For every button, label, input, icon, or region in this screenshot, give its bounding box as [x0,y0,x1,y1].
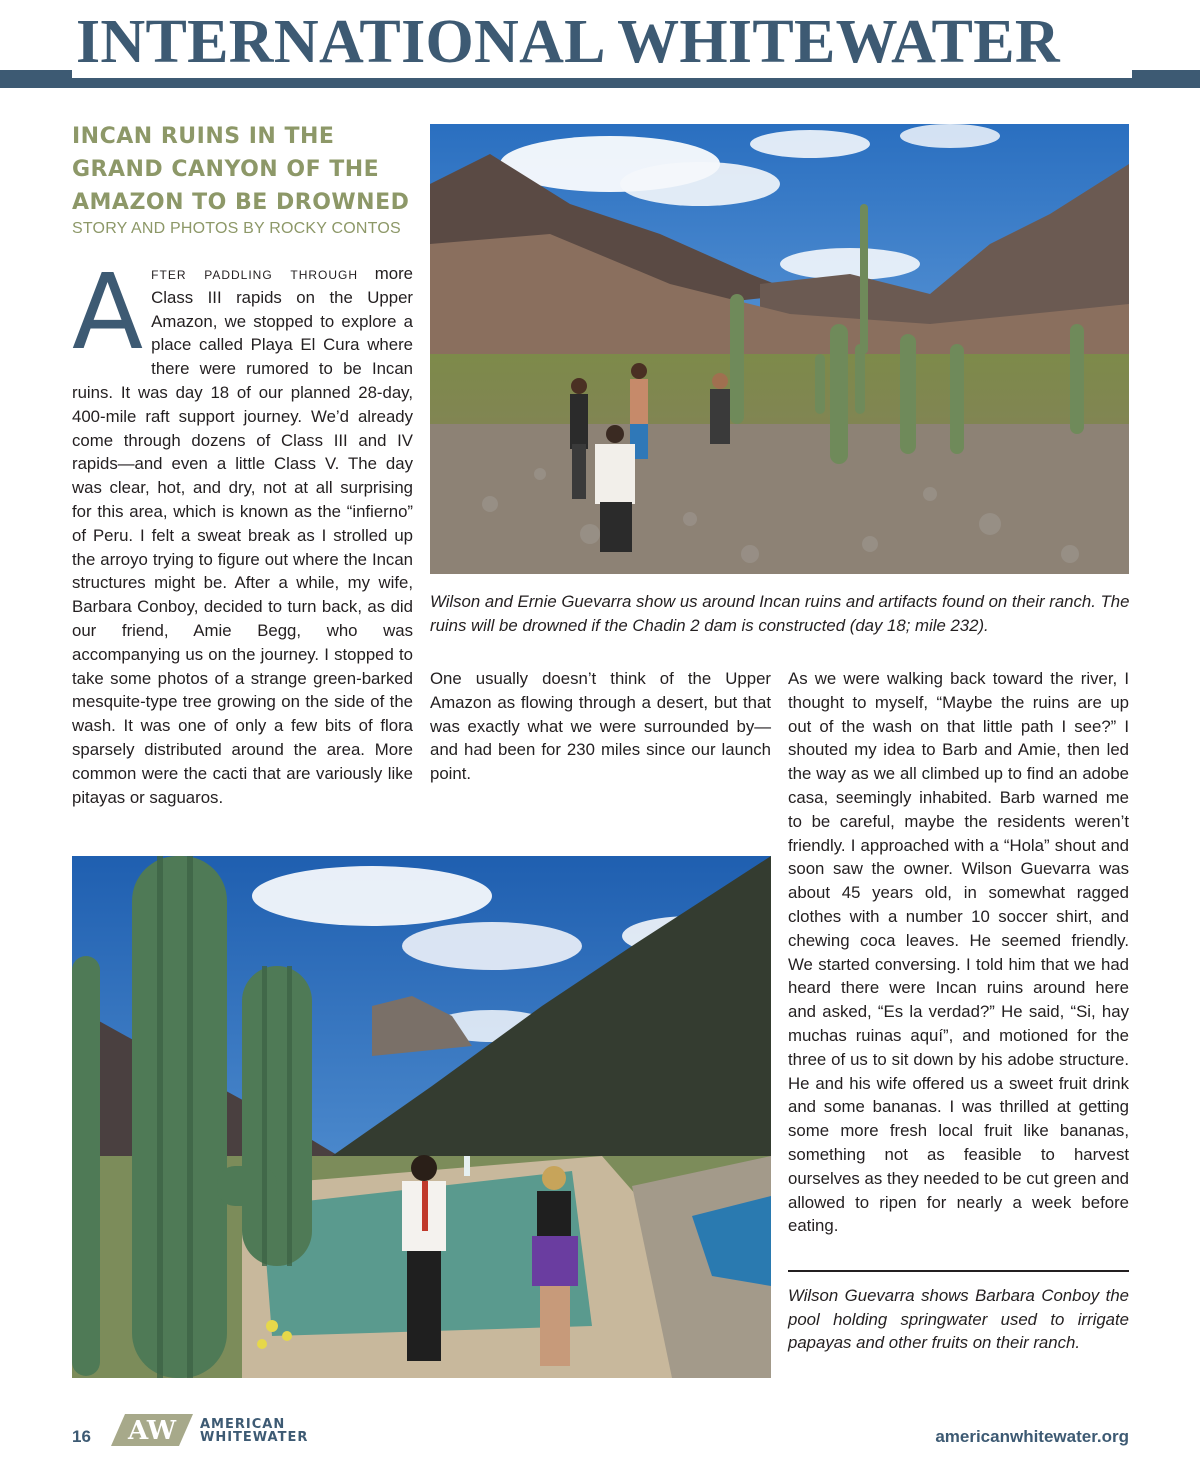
website-url[interactable]: americanwhitewater.org [935,1427,1129,1446]
logo-mark: AW [127,1416,177,1446]
article-headline: INCAN RUINS IN THE GRAND CANYON OF THE AMAZON TO BE DROWNED [72,124,410,215]
page-number: 16 [72,1427,91,1446]
photo-caption-1: Wilson and Ernie Guevarra show us around Incan ruins and artifacts found on their ranch. The ruins will be drowned if the Chadin 2 dam is constructed (day 18; mile 232). [430,592,1130,635]
drop-cap: A [72,251,144,373]
article-byline: STORY AND PHOTOS BY ROCKY CONTOS [72,220,401,237]
body-text: As we were walking back toward the river, I thought to myself, “Maybe the ruins are up out of the wash on that little path I see?” I shouted my idea to Barb and Amie, then led the way as we all climbed up to find an adobe casa, seemingly inhabited. Barb warned me to be careful, maybe the residents weren’t friendly. I approached with a “Hola” shout and soon saw the owner. Wilson Guevarra was about 45 years old, in somewhat ragged clothes with a number 10 soccer shirt, and chewing coca leaves. He seemed friendly. We started conversing. I told him that we had heard there were Incan ruins around here and asked, “Es la verdad?” He said, “Si, hay muchas ruinas aquí”, and motioned for the three of us to sit down by his adobe structure. He and his wife offered us a sweet fruit drink and some bananas. I was thrilled at getting some more fresh local fruit like bananas, something not as feasible to harvest ourselves as they needed to be cut green and allowed to ripen for nearly a week before eating. [788,669,1129,1236]
section-title: INTERNATIONAL WHITEWATER [72,6,1132,78]
american-whitewater-logo [107,1412,197,1448]
photo-springwater-pool [72,856,771,1378]
body-column-1 [72,251,413,809]
body-text: One usually doesn’t think of the Upper Amazon as flowing through a desert, but that was exactly what we were surrounded by—and had been for 230 miles since our launch point. [430,669,771,784]
logo-line-1: AMERICAN [200,1417,286,1432]
lead-in-small-caps: fter paddling through [151,264,359,283]
body-column-3 [788,667,1129,1238]
photo-caption-2: Wilson Guevarra shows Barbara Conboy the pool holding springwater used to irrigate papayas and other fruits on their ranch. [788,1286,1129,1352]
logo-wordmark [200,1418,308,1444]
photo-incan-ruins [430,124,1129,574]
caption-rule [788,1270,1129,1272]
logo-line-2: WHITEWATER [200,1430,309,1445]
body-text: more Class III rapids on the Upper Amazon, we stopped to explore a place called Playa El Cura where there were rumored to be Incan ruins. It was day 18 of our planned 28-day, 400-mile raft support journey. We’d already come through dozens of Class III and IV rapids—and even a little Class V. The day was clear, hot, and dry, not at all surprising for this area, which is known as the “infierno” of Peru. I felt a sweat break as I strolled up the arroyo trying to figure out where the Incan structures might be. After a while, my wife, Barbara Conboy, decided to turn back, as did our friend, Amie Begg, who was accompanying us on the journey. I stopped to take some photos of a strange green-barked mesquite-type tree growing on the side of the wash. It was one of only a few bits of flora sparsely distributed around the area. More common were the cacti that are variously like pitayas or saguaros. [72,264,413,807]
body-column-2 [430,667,771,786]
